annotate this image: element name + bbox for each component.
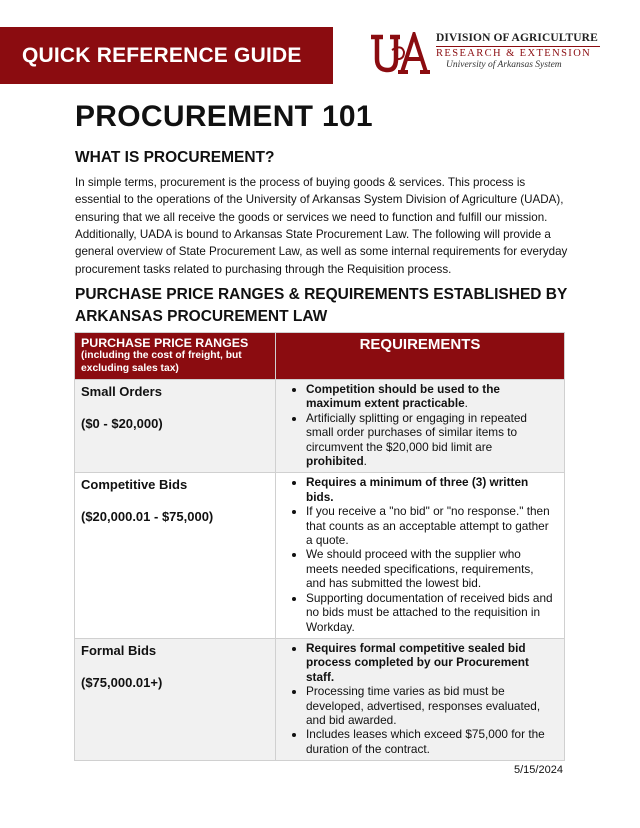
requirement-item: • Requires a minimum of three (3) written bids. <box>306 475 556 504</box>
small-orders-requirements <box>276 380 565 473</box>
requirement-item: • Competition should be used to the maximum extent practicable. <box>306 382 556 411</box>
price-ranges-heading-line1: PURCHASE PRICE RANGES & REQUIREMENTS ESTABLISHED BY <box>75 286 568 303</box>
competitive-bids-range: ($20,000.01 - $75,000) <box>81 509 214 525</box>
table-row-small-orders <box>75 380 565 473</box>
requirement-item: • Includes leases which exceed $75,000 for the duration of the contract. <box>306 727 556 756</box>
table-row-formal-bids <box>75 638 565 760</box>
requirement-item: • Processing time varies as bid must be developed, advertised, responses evaluated, and bid awarded. <box>306 684 556 727</box>
table-row-competitive-bids <box>75 473 565 638</box>
price-ranges-heading <box>75 284 567 328</box>
small-orders-range: ($0 - $20,000) <box>81 416 163 431</box>
page-title: PROCUREMENT 101 <box>75 100 373 133</box>
competitive-bids-requirements <box>276 473 565 638</box>
division-logo <box>368 32 600 76</box>
formal-bids-name: Formal Bids <box>81 642 157 658</box>
requirement-item: • Artificially splitting or engaging in repeated small order purchases of similar items to circumvent the $20,000 bid limit are prohibited. <box>306 411 556 469</box>
logo-line-division: DIVISION OF AGRICULTURE <box>436 32 598 44</box>
logo-line-system: University of Arkansas System <box>446 60 562 70</box>
table-header-row <box>75 333 565 380</box>
header-price-ranges-title: PURCHASE PRICE RANGES <box>81 336 249 350</box>
requirement-item: • If you receive a "no bid" or "no response." then that counts as an acceptable attempt to gather a quote. <box>306 504 556 547</box>
header-price-ranges <box>75 333 276 380</box>
price-ranges-heading-line2: ARKANSAS PROCUREMENT LAW <box>75 308 328 325</box>
competitive-bids-cell <box>75 473 276 638</box>
small-orders-name: Small Orders <box>81 384 162 399</box>
footer-date: 5/15/2024 <box>514 764 563 776</box>
requirement-item: • Requires formal competitive sealed bid process completed by our Procurement staff. <box>306 641 556 684</box>
quick-reference-banner <box>0 27 333 84</box>
logo-line-research: RESEARCH & EXTENSION <box>436 46 600 59</box>
header-requirements: REQUIREMENTS <box>276 333 565 380</box>
competitive-bids-name: Competitive Bids <box>81 477 188 493</box>
intro-paragraph: In simple terms, procurement is the process of buying goods & services. This process is essential to the operations of the University of Arkansas System Division of Agriculture (UADA), ensuring that we all receive the goods or services we need to function and fulfill our mission. <box>75 176 564 224</box>
formal-bids-range: ($75,000.01+) <box>81 674 163 690</box>
price-ranges-table <box>74 332 565 761</box>
uofa-logo-mark <box>368 32 432 76</box>
law-paragraph: Additionally, UADA is bound to Arkansas State Procurement Law. The following will provide a general overview of State Procurement Law, as well as some internal requirements for everyday procurement tasks related to purchasing through the Requisition process. <box>75 228 568 276</box>
formal-bids-cell <box>75 638 276 760</box>
small-orders-cell <box>75 380 276 473</box>
formal-bids-requirements <box>276 638 565 760</box>
banner-label: QUICK REFERENCE GUIDE <box>22 43 302 67</box>
requirement-item: • We should proceed with the supplier who meets needed specifications, requirements, and has submitted the lowest bid. <box>306 547 556 590</box>
header-price-ranges-note: (including the cost of freight, but excluding sales tax) <box>81 350 242 374</box>
requirement-item: • Supporting documentation of received bids and no bids must be attached to the requisition in Workday. <box>306 591 556 634</box>
what-is-procurement-heading: WHAT IS PROCUREMENT? <box>75 149 275 166</box>
